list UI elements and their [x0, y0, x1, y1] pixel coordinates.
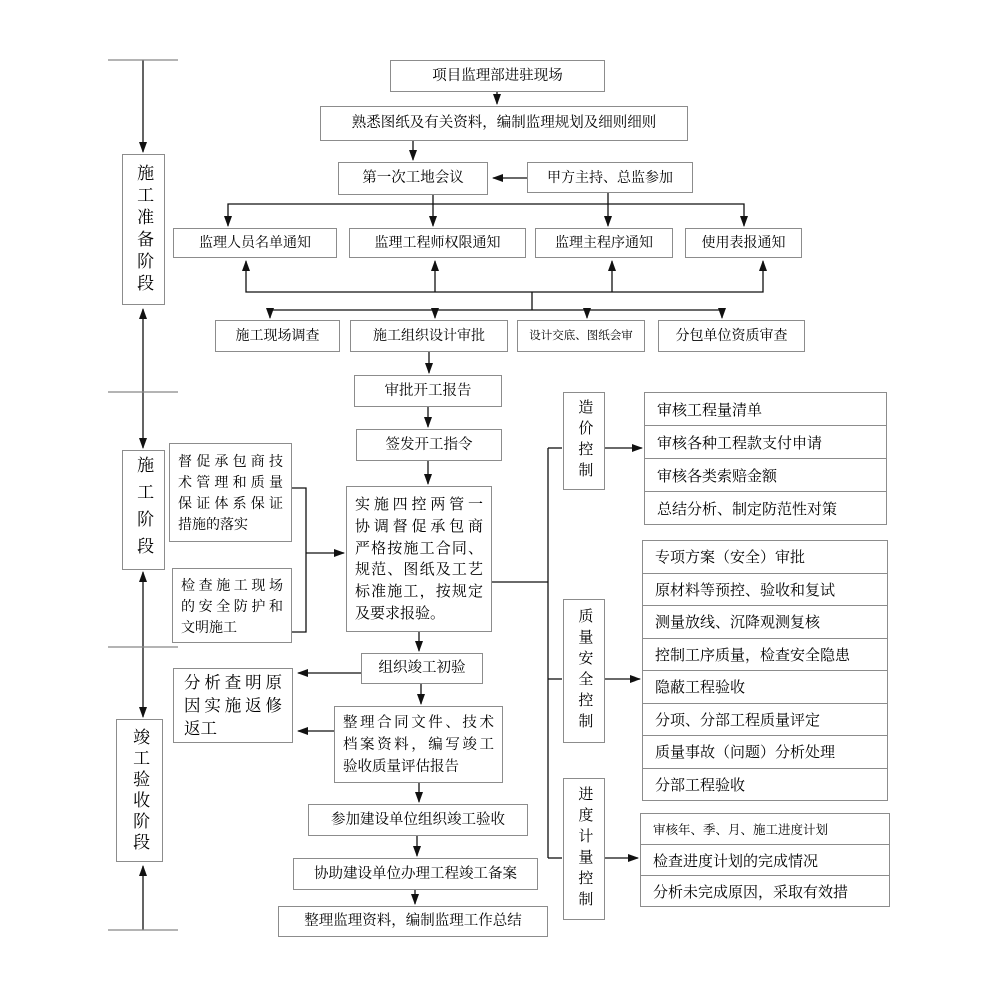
archive-line: 验收质量评估报告 — [343, 759, 459, 775]
supervise-line: 措施的落实 — [178, 516, 248, 532]
stage-completion-label: 竣工验收阶段 — [130, 727, 150, 854]
supervise-line: 保证体系保证 — [178, 495, 283, 511]
archive-line: 整理合同文件、技术 — [343, 715, 494, 731]
control-cost-label: 造价控制 — [576, 399, 594, 483]
stage-construction — [122, 450, 165, 570]
node-prepare-docs: 熟悉图纸及有关资料，编制监理规划及细则细则 — [320, 106, 688, 141]
node-notice-staff-list: 监理人员名单通知 — [173, 228, 337, 258]
list-item: 分项、分部工程质量评定 — [642, 703, 888, 737]
list-item: 审核年、季、月、施工进度计划 — [640, 813, 890, 845]
node-subcontractor-qualification: 分包单位资质审查 — [658, 320, 805, 352]
node-org-design-approval: 施工组织设计审批 — [350, 320, 508, 352]
node-issue-start-order: 签发开工指令 — [356, 429, 502, 461]
list-item: 总结分析、制定防范性对策 — [644, 491, 887, 525]
list-item: 分析未完成原因，采取有效措 — [640, 875, 890, 907]
implement-line: 标准施工，按规定 — [355, 583, 483, 601]
node-supervise-contractor — [169, 443, 292, 542]
node-assist-filing: 协助建设单位办理工程竣工备案 — [293, 858, 538, 890]
control-progress-measure-label: 进度计量控制 — [576, 786, 594, 912]
control-quality-safety — [563, 599, 605, 743]
implement-line: 严格按施工合同、 — [355, 539, 483, 557]
site-check-line: 的安全防护和 — [181, 598, 283, 614]
implement-line: 实施四控两管一 — [355, 496, 483, 513]
list-item: 分部工程验收 — [642, 768, 888, 802]
control-cost — [563, 392, 605, 490]
rework-line: 分析查明原 — [184, 674, 282, 692]
stage-preparation — [122, 154, 165, 305]
list-item: 原材料等预控、验收和复试 — [642, 573, 888, 607]
node-initial-acceptance: 组织竣工初验 — [361, 653, 483, 684]
implement-line: 协调督促承包商 — [355, 517, 483, 535]
list-item: 控制工序质量，检查安全隐患 — [642, 638, 888, 672]
archive-line: 档案资料，编写竣工 — [343, 737, 494, 753]
node-design-disclosure: 设计交底、图纸会审 — [517, 320, 645, 352]
list-item: 审核各类索赔金额 — [644, 458, 887, 492]
quality-safety-list — [642, 540, 888, 801]
list-item: 测量放线、沉降观测复核 — [642, 605, 888, 639]
control-quality-safety-label: 质量安全控制 — [576, 608, 594, 734]
node-rework-analysis — [173, 668, 293, 743]
site-check-line: 检查施工现场 — [181, 577, 283, 593]
node-notice-main-procedure: 监理主程序通知 — [535, 228, 673, 258]
stage-preparation-label: 施工准备阶段 — [134, 163, 154, 296]
node-attend-acceptance: 参加建设单位组织竣工验收 — [308, 804, 528, 836]
node-site-survey: 施工现场调查 — [215, 320, 340, 352]
list-item: 专项方案（安全）审批 — [642, 540, 888, 574]
stage-completion — [116, 719, 163, 862]
node-notice-engineer-authority: 监理工程师权限通知 — [349, 228, 526, 258]
progress-measure-list — [640, 813, 890, 907]
node-approve-start-report: 审批开工报告 — [354, 375, 502, 407]
implement-line: 规范、图纸及工艺 — [355, 561, 483, 579]
list-item: 质量事故（问题）分析处理 — [642, 735, 888, 769]
list-item: 审核各种工程款支付申请 — [644, 425, 887, 459]
supervise-line: 督促承包商技 — [178, 453, 283, 469]
list-item: 隐蔽工程验收 — [642, 670, 888, 704]
rework-line: 返工 — [184, 720, 217, 738]
node-first-meeting: 第一次工地会议 — [338, 162, 488, 195]
supervise-line: 术管理和质量 — [178, 474, 283, 490]
node-meeting-note: 甲方主持、总监参加 — [527, 162, 693, 193]
list-item: 审核工程量清单 — [644, 392, 887, 426]
node-archive-report — [334, 706, 503, 783]
stage-construction-label: 施工阶段 — [134, 456, 154, 564]
node-enter-site: 项目监理部进驻现场 — [390, 60, 605, 92]
rework-line: 因实施返修 — [184, 697, 282, 715]
node-site-safety-check — [172, 568, 292, 643]
node-implement-controls — [346, 486, 492, 632]
implement-line: 及要求报验。 — [355, 604, 446, 622]
control-progress-measure — [563, 778, 605, 920]
site-check-line: 文明施工 — [181, 619, 237, 635]
node-final-summary: 整理监理资料，编制监理工作总结 — [278, 906, 548, 937]
node-notice-forms: 使用表报通知 — [685, 228, 802, 258]
list-item: 检查进度计划的完成情况 — [640, 844, 890, 876]
cost-control-list — [644, 392, 887, 525]
